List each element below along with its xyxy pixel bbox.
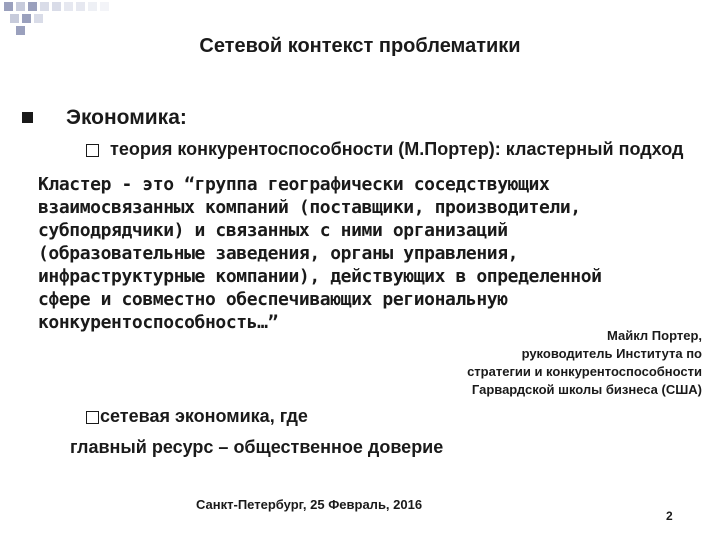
- page-number: 2: [666, 509, 673, 523]
- quote-line: конкурентоспособность…”: [38, 312, 279, 333]
- section-heading: Экономика:: [66, 106, 187, 129]
- cluster-definition-quote: [38, 173, 708, 334]
- attribution-line: стратегии и конкурентоспособности: [467, 364, 702, 379]
- attribution-line: Гарвардской школы бизнеса (США): [471, 382, 702, 397]
- sub-bullet-box-icon: [86, 144, 99, 157]
- sub-bullet-continuation: главный ресурс – общественное доверие: [70, 437, 444, 457]
- sub-bullet-box-icon: [86, 411, 99, 424]
- slide-title: Сетевой контекст проблематики: [199, 35, 521, 57]
- quote-attribution: [342, 327, 702, 399]
- bullet-square-icon: [22, 112, 33, 123]
- attribution-line: Майкл Портер,: [607, 328, 702, 343]
- quote-line: инфраструктурные компании), действующих в определенной: [38, 266, 602, 287]
- decorative-squares: [0, 0, 150, 40]
- footer-place-date: Санкт-Петербург, 25 Февраль, 2016: [196, 497, 423, 512]
- quote-line: (образовательные заведения, органы управления,: [38, 243, 519, 264]
- sub-bullet-network-economy: сетевая экономика, где: [100, 406, 308, 426]
- attribution-line: руководитель Института по: [521, 346, 702, 361]
- quote-line: субподрядчики) и связанных с ними организаций: [38, 220, 508, 241]
- quote-line: Кластер - это “группа географически соседствующих: [38, 174, 550, 195]
- sub-bullet-cluster-theory: теория конкурентоспособности (М.Портер): кластерный подход: [110, 139, 684, 159]
- quote-line: взаимосвязанных компаний (поставщики, производители,: [38, 197, 581, 218]
- quote-line: сфере и совместно обеспечивающих региональную: [38, 289, 508, 310]
